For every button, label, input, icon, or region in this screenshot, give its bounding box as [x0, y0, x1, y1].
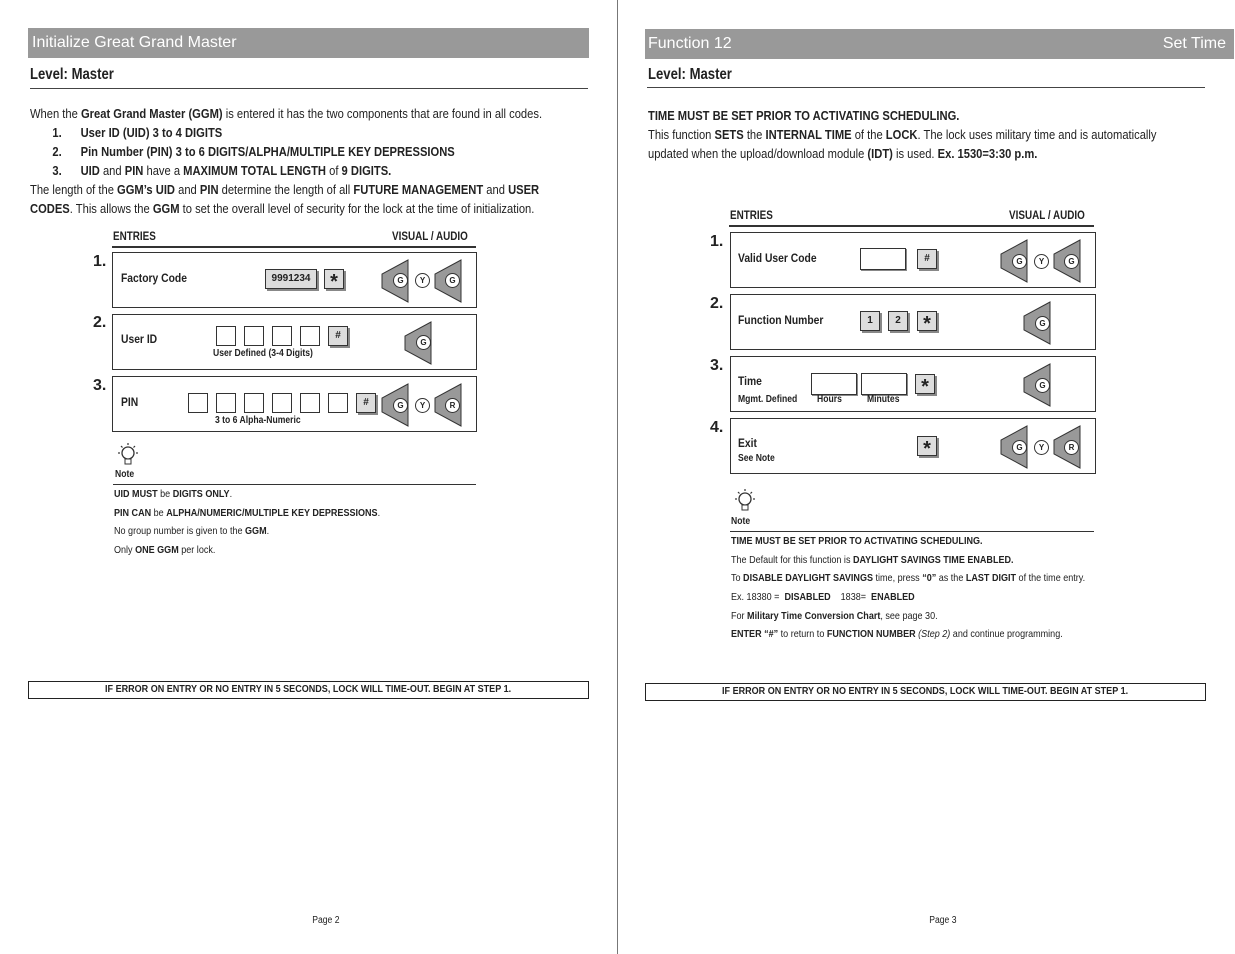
page-number: Page 2 [312, 915, 340, 926]
step-number: 1. [93, 253, 107, 270]
star-key: * [324, 269, 344, 289]
yellow-led-icon: Y [415, 273, 430, 288]
yellow-led-icon: Y [1034, 440, 1049, 455]
step-label: Valid User Code [738, 251, 817, 265]
title-bar [28, 28, 589, 58]
level-heading: Level: Master [648, 66, 732, 83]
lightbulb-icon [732, 488, 758, 514]
note-line: ENTER “#” to return to FUNCTION NUMBER (Step 2) and continue programming. [731, 628, 1063, 640]
hours-field [811, 373, 857, 395]
step-number: 4. [710, 419, 724, 436]
digit-slot [244, 326, 264, 346]
green-led-icon: G [1035, 316, 1050, 331]
table-rule [112, 246, 476, 248]
step-number: 1. [710, 233, 724, 250]
digit-slot [188, 393, 208, 413]
step-label: PIN [121, 395, 139, 409]
yellow-led-icon: Y [1034, 254, 1049, 269]
green-led-icon: G [1035, 378, 1050, 393]
warning-heading: TIME MUST BE SET PRIOR TO ACTIVATING SCHEDULING. [648, 108, 960, 123]
step-label: Time [738, 374, 762, 388]
note-line: For Military Time Conversion Chart, see page 30. [731, 610, 938, 622]
left-page [0, 0, 617, 954]
digit-slot [272, 393, 292, 413]
green-led-icon: G [1012, 440, 1027, 455]
note-label: Note [731, 516, 751, 527]
title-bar [645, 29, 1234, 59]
factory-code-value: 9991234 [265, 269, 317, 289]
digit-key-1: 1 [860, 311, 880, 331]
note-line: UID MUST be DIGITS ONLY. [114, 488, 233, 500]
digit-slot [244, 393, 264, 413]
step-label: Factory Code [121, 271, 187, 285]
level-heading: Level: Master [30, 66, 114, 83]
digit-slot [300, 326, 320, 346]
timeout-footer: IF ERROR ON ENTRY OR NO ENTRY IN 5 SECONDS, LOCK WILL TIME-OUT. BEGIN AT STEP 1. [645, 683, 1206, 701]
digit-key-2: 2 [888, 311, 908, 331]
visual-audio-header: VISUAL / AUDIO [1009, 210, 1085, 222]
note-line: Only ONE GGM per lock. [114, 544, 216, 556]
timeout-footer: IF ERROR ON ENTRY OR NO ENTRY IN 5 SECONDS, LOCK WILL TIME-OUT. BEGIN AT STEP 1. [28, 681, 589, 699]
red-led-icon: R [1064, 440, 1079, 455]
red-led-icon: R [445, 398, 460, 413]
digit-slot [328, 393, 348, 413]
note-label: Note [115, 469, 135, 480]
green-led-icon: G [1064, 254, 1079, 269]
page-title: Initialize Great Grand Master [32, 34, 237, 51]
digit-slot [300, 393, 320, 413]
user-code-field [860, 248, 906, 270]
step-label: User ID [121, 332, 158, 346]
note-rule [730, 531, 1094, 532]
hours-label: Hours [817, 394, 842, 405]
step-label: Exit [738, 436, 757, 450]
step-box-valid-user-code [730, 232, 1096, 288]
function-title: Function 12 [648, 35, 732, 52]
minutes-label: Minutes [867, 394, 900, 405]
level-rule [30, 88, 588, 89]
star-key: * [917, 436, 937, 456]
step-box-exit [730, 418, 1096, 474]
table-rule [729, 225, 1094, 227]
step-number: 3. [93, 377, 107, 394]
entries-header: ENTRIES [730, 210, 773, 222]
star-key: * [917, 311, 937, 331]
green-led-icon: G [393, 273, 408, 288]
intro-paragraph: This function SETS the INTERNAL TIME of the LOCK. The lock uses military time and is automatically updated when the upload/download module (IDT) is used. Ex. 1530=3:30 p.m. [648, 127, 1157, 161]
note-line: TIME MUST BE SET PRIOR TO ACTIVATING SCHEDULING. [731, 535, 983, 547]
step-sublabel: 3 to 6 Alpha-Numeric [215, 415, 301, 426]
green-led-icon: G [445, 273, 460, 288]
digit-slot [272, 326, 292, 346]
right-page [618, 0, 1235, 954]
green-led-icon: G [1012, 254, 1027, 269]
function-name: Set Time [1162, 35, 1226, 52]
star-key: * [915, 374, 935, 394]
green-led-icon: G [416, 335, 431, 350]
step-sublabel: User Defined (3-4 Digits) [213, 348, 313, 359]
step-sublabel: See Note [738, 453, 775, 464]
step-number: 2. [93, 314, 107, 331]
digit-slot [216, 326, 236, 346]
step-sublabel: Mgmt. Defined [738, 394, 798, 405]
note-line: Ex. 18380 = DISABLED 1838= ENABLED [731, 591, 915, 603]
step-box-factory-code [112, 252, 477, 308]
step-box-user-id [112, 314, 477, 370]
yellow-led-icon: Y [415, 398, 430, 413]
digit-slot [216, 393, 236, 413]
level-rule [647, 87, 1205, 88]
note-rule [113, 484, 476, 485]
note-line: No group number is given to the GGM. [114, 525, 270, 537]
step-box-function-number [730, 294, 1096, 350]
step-number: 2. [710, 295, 724, 312]
step-label: Function Number [738, 313, 824, 327]
note-line: PIN CAN be ALPHA/NUMERIC/MULTIPLE KEY DEPRESSIONS. [114, 507, 381, 519]
hash-key: # [356, 393, 376, 413]
lightbulb-icon [115, 442, 141, 468]
note-line: To DISABLE DAYLIGHT SAVINGS time, press “0” as the LAST DIGIT of the time entry. [731, 572, 1086, 584]
intro-paragraph: When the Great Grand Master (GGM) is entered it has the two components that are found in all codes. 1. User ID (UID) 3 to 4 DIGITS 2. Pin Number (PIN) 3 to 6 DIGITS/ALPHA/MULTIPLE KEY DEPRESSIONS 3. UID and PIN have a MAXIMUM TOTAL LENGTH of 9 DIGITS. The length of the GGM’s UID and PIN determine the length of all FUTURE MANAGEMENT and USER CODES. This allows the GGM to set the overall level of security for the lock at the time of initialization. [30, 106, 543, 216]
step-number: 3. [710, 357, 724, 374]
step-box-time [730, 356, 1096, 412]
page-number: Page 3 [929, 915, 957, 926]
green-led-icon: G [393, 398, 408, 413]
hash-key: # [917, 249, 937, 269]
step-box-pin [112, 376, 477, 432]
note-line: The Default for this function is DAYLIGHT SAVINGS TIME ENABLED. [731, 554, 1014, 566]
minutes-field [861, 373, 907, 395]
visual-audio-header: VISUAL / AUDIO [392, 231, 468, 243]
entries-header: ENTRIES [113, 231, 156, 243]
hash-key: # [328, 326, 348, 346]
